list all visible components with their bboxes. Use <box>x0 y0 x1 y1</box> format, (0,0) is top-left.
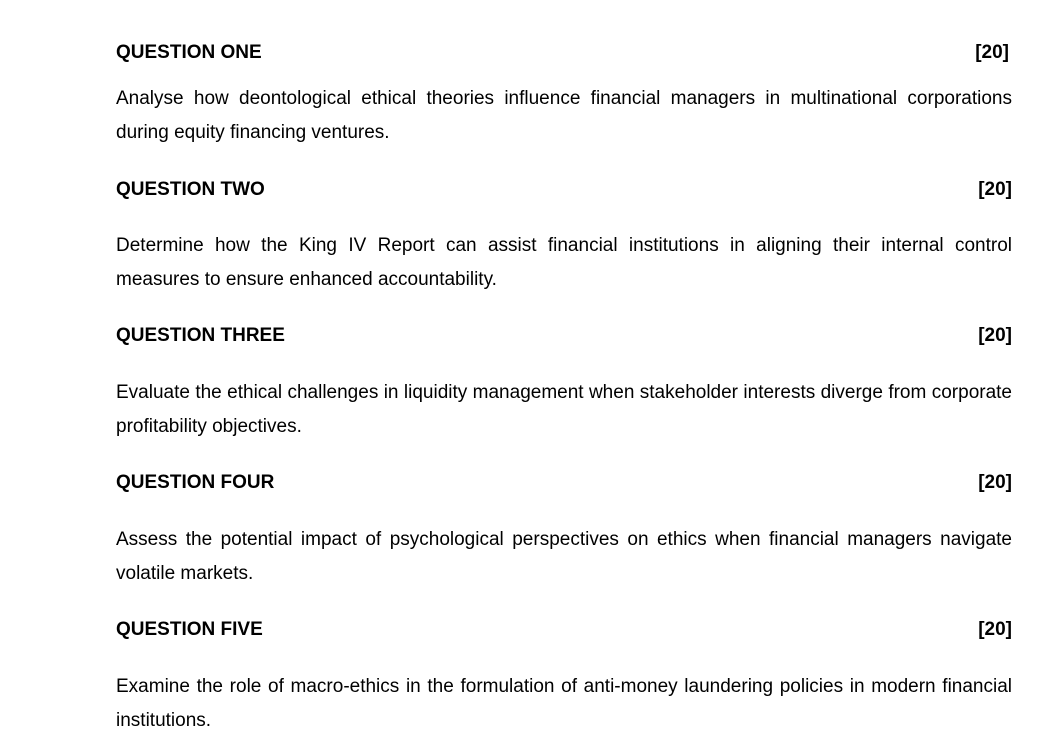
question-title: QUESTION ONE <box>116 42 262 63</box>
question-text: Evaluate the ethical challenges in liquidity management when stakeholder interests diverge from corporate profitability objectives. <box>116 382 1012 437</box>
question-title: QUESTION TWO <box>116 179 265 200</box>
question-heading <box>116 324 1012 348</box>
question-title: QUESTION FIVE <box>116 619 263 640</box>
question-title: QUESTION THREE <box>116 325 285 346</box>
question-heading <box>116 618 1012 642</box>
question-text: Determine how the King IV Report can assist financial institutions in aligning their internal control measures to ensure enhanced accountability. <box>116 235 1012 290</box>
question-marks: [20] <box>978 619 1012 640</box>
question-heading <box>116 41 1012 65</box>
question-marks: [20] <box>978 325 1012 346</box>
question-marks: [20] <box>978 472 1012 493</box>
question-heading <box>116 471 1012 495</box>
question-marks: [20] <box>978 179 1012 200</box>
question-text: Analyse how deontological ethical theories influence financial managers in multinational corporations during equity financing ventures. <box>116 88 1012 143</box>
question-heading <box>116 178 1012 202</box>
question-marks: [20] <box>975 42 1009 63</box>
question-text: Examine the role of macro-ethics in the formulation of anti-money laundering policies in modern financial institutions. <box>116 676 1012 731</box>
question-title: QUESTION FOUR <box>116 472 275 493</box>
question-text: Assess the potential impact of psychological perspectives on ethics when financial managers navigate volatile markets. <box>116 529 1012 584</box>
